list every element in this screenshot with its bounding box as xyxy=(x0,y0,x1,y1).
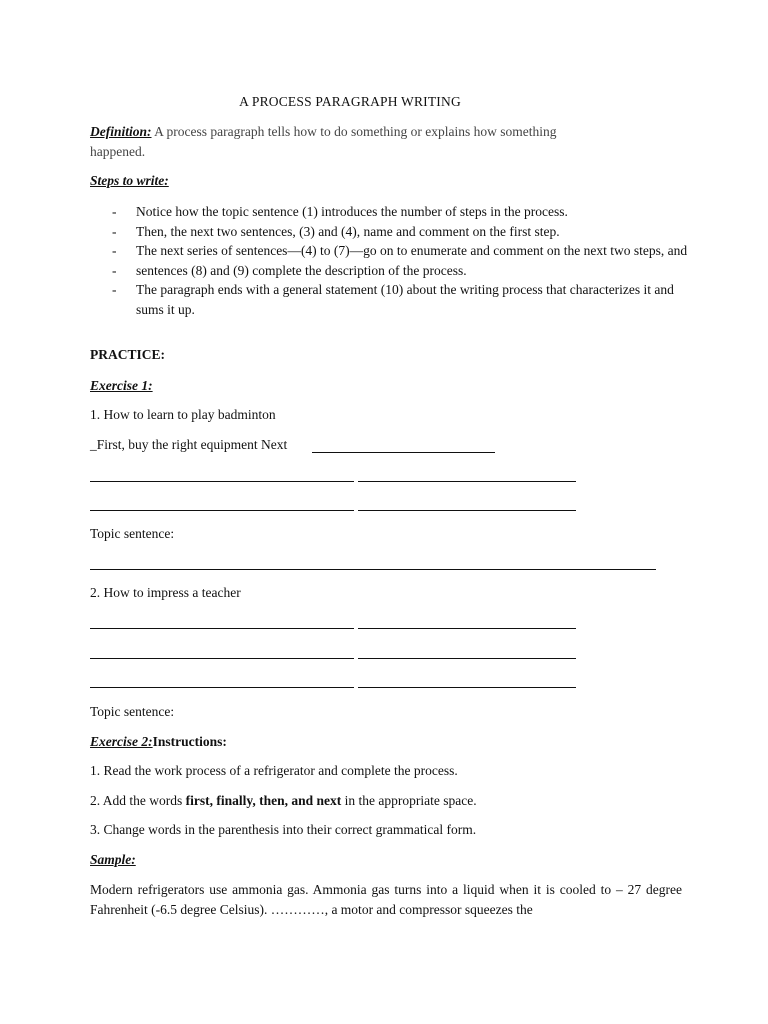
step-text: Then, the next two sentences, (3) and (4), name and comment on the first step. xyxy=(136,223,560,239)
answer-blank-line[interactable] xyxy=(90,658,354,659)
list-item xyxy=(112,222,692,242)
bullet-dash: - xyxy=(112,243,117,258)
instruction-item xyxy=(90,793,477,809)
definition-label: Definition: xyxy=(90,124,152,139)
list-item xyxy=(112,280,692,319)
answer-blank-line[interactable] xyxy=(90,628,354,629)
answer-blank-line[interactable] xyxy=(358,628,576,629)
step-text: sentences (8) and (9) complete the description of the process. xyxy=(136,262,467,278)
instruction-text: 2. Add the words xyxy=(90,793,186,808)
answer-blank-line[interactable] xyxy=(90,687,354,688)
bullet-dash: - xyxy=(112,262,117,278)
sample-paragraph: Modern refrigerators use ammonia gas. Ammonia gas turns into a liquid when it is cooled to – 27 degree Fahrenheit (-6.5 degree Celsius). …………, a motor and compressor squeezes the xyxy=(90,882,682,917)
answer-blank-line[interactable] xyxy=(358,658,576,659)
definition-text: A process paragraph tells how to do something or explains how something xyxy=(151,124,557,139)
exercise1-question1: 1. How to learn to play badminton xyxy=(90,407,276,422)
bullet-dash: - xyxy=(112,223,117,239)
definition-text-cont: happened. xyxy=(90,144,146,159)
list-item xyxy=(112,202,692,222)
exercise2-label: Exercise 2: xyxy=(90,734,153,749)
list-item xyxy=(112,261,692,281)
bullet-dash: - xyxy=(112,204,117,219)
exercise1-answer-start: _First, buy the right equipment Next xyxy=(90,437,288,452)
exercise1-heading: Exercise 1: xyxy=(90,378,153,393)
step-text: The paragraph ends with a general statement (10) about the writing process that characterizes it and sums it up. xyxy=(136,282,674,317)
topic-sentence-label: Topic sentence: xyxy=(90,526,175,541)
exercise1-question2: 2. How to impress a teacher xyxy=(90,585,241,600)
bullet-dash: - xyxy=(112,282,117,297)
topic-sentence-label: Topic sentence: xyxy=(90,704,175,719)
step-text: Notice how the topic sentence (1) introduces the number of steps in the process. xyxy=(136,204,568,219)
answer-blank-line[interactable] xyxy=(358,481,576,482)
sample-heading: Sample: xyxy=(90,852,136,867)
step-text: The next series of sentences—(4) to (7)—go on to enumerate and comment on the next two steps, and xyxy=(136,243,688,258)
exercise2-heading xyxy=(90,734,227,750)
instruction-item: 3. Change words in the parenthesis into their correct grammatical form. xyxy=(90,822,477,837)
steps-list xyxy=(112,202,692,319)
instruction-text: in the appropriate space. xyxy=(341,793,477,808)
instruction-item: 1. Read the work process of a refrigerator and complete the process. xyxy=(90,763,458,778)
instruction-bold-words: first, finally, then, and next xyxy=(185,793,342,808)
answer-blank-line[interactable] xyxy=(90,481,354,482)
page-title: A PROCESS PARAGRAPH WRITING xyxy=(239,94,461,109)
answer-blank-line[interactable] xyxy=(358,510,576,511)
answer-blank-line[interactable] xyxy=(312,452,495,453)
definition-line xyxy=(90,124,556,140)
instructions-label: Instructions: xyxy=(152,734,227,749)
answer-blank-line[interactable] xyxy=(358,687,576,688)
steps-heading: Steps to write: xyxy=(90,173,169,188)
list-item xyxy=(112,241,692,261)
topic-sentence-line[interactable] xyxy=(90,569,656,570)
practice-heading: PRACTICE: xyxy=(90,347,166,362)
answer-blank-line[interactable] xyxy=(90,510,354,511)
